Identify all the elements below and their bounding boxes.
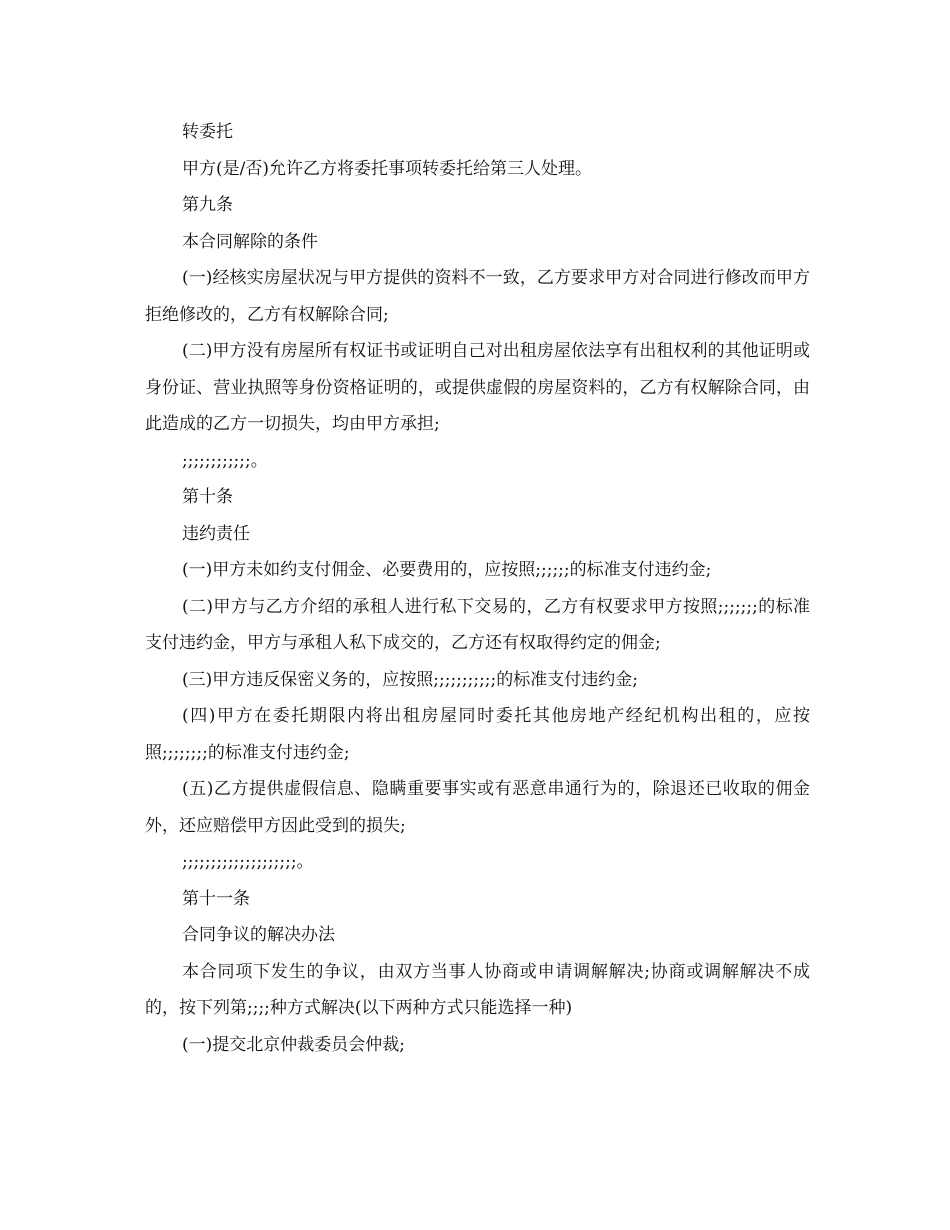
article-9-clause-1: (一)经核实房屋状况与甲方提供的资料不一致，乙方要求甲方对合同进行修改而甲方拒绝修改的，乙方有权解除合同; (145, 268, 810, 325)
article-10-heading: 违约责任 (182, 523, 250, 544)
paragraph-sub-delegation: 甲方(是/否)允许乙方将委托事项转委托给第三人处理。 (182, 158, 592, 179)
document-body (145, 114, 810, 1063)
article-10-clause-4: (四)甲方在委托期限内将出租房屋同时委托其他房地产经纪机构出租的，应按照;;;;;;;;的标准支付违约金; (145, 706, 810, 763)
article-9-clause-2: (二)甲方没有房屋所有权证书或证明自己对出租房屋依法享有出租权利的其他证明或身份证、营业执照等身份资格证明的，或提供虚假的房屋资料的，乙方有权解除合同，由此造成的乙方一切损失，均由甲方承担; (145, 341, 810, 434)
article-11-title: 第十一条 (182, 888, 250, 909)
article-11-paragraph: 本合同项下发生的争议，由双方当事人协商或申请调解解决;协商或调解解决不成的，按下列第;;;;种方式解决(以下两种方式只能选择一种) (145, 961, 810, 1018)
article-10-title: 第十条 (182, 487, 233, 507)
article-10-clause-5: (五)乙方提供虚假信息、隐瞒重要事实或有恶意串通行为的，除退还已收取的佣金外，还应赔偿甲方因此受到的损失; (145, 779, 810, 836)
heading-sub-delegation: 转委托 (182, 122, 233, 142)
article-10-clause-3: (三)甲方违反保密义务的，应按照;;;;;;;;;;;的标准支付违约金; (182, 669, 638, 690)
article-11-clause-1: (一)提交北京仲裁委员会仲裁; (182, 1034, 405, 1055)
article-10-blank-line: ;;;;;;;;;;;;;;;;;;;;。 (182, 852, 314, 872)
article-9-heading: 本合同解除的条件 (182, 231, 318, 252)
article-9-title: 第九条 (182, 195, 233, 215)
article-10-clause-1: (一)甲方未如约支付佣金、必要费用的，应按照;;;;;;的标准支付违约金; (182, 560, 712, 580)
article-11-heading: 合同争议的解决办法 (182, 925, 335, 945)
article-10-clause-2: (二)甲方与乙方介绍的承租人进行私下交易的，乙方有权要求甲方按照;;;;;;;的标准支付违约金，甲方与承租人私下成交的，乙方还有权取得约定的佣金; (145, 596, 810, 653)
article-9-blank-line: ;;;;;;;;;;;;。 (182, 450, 268, 471)
